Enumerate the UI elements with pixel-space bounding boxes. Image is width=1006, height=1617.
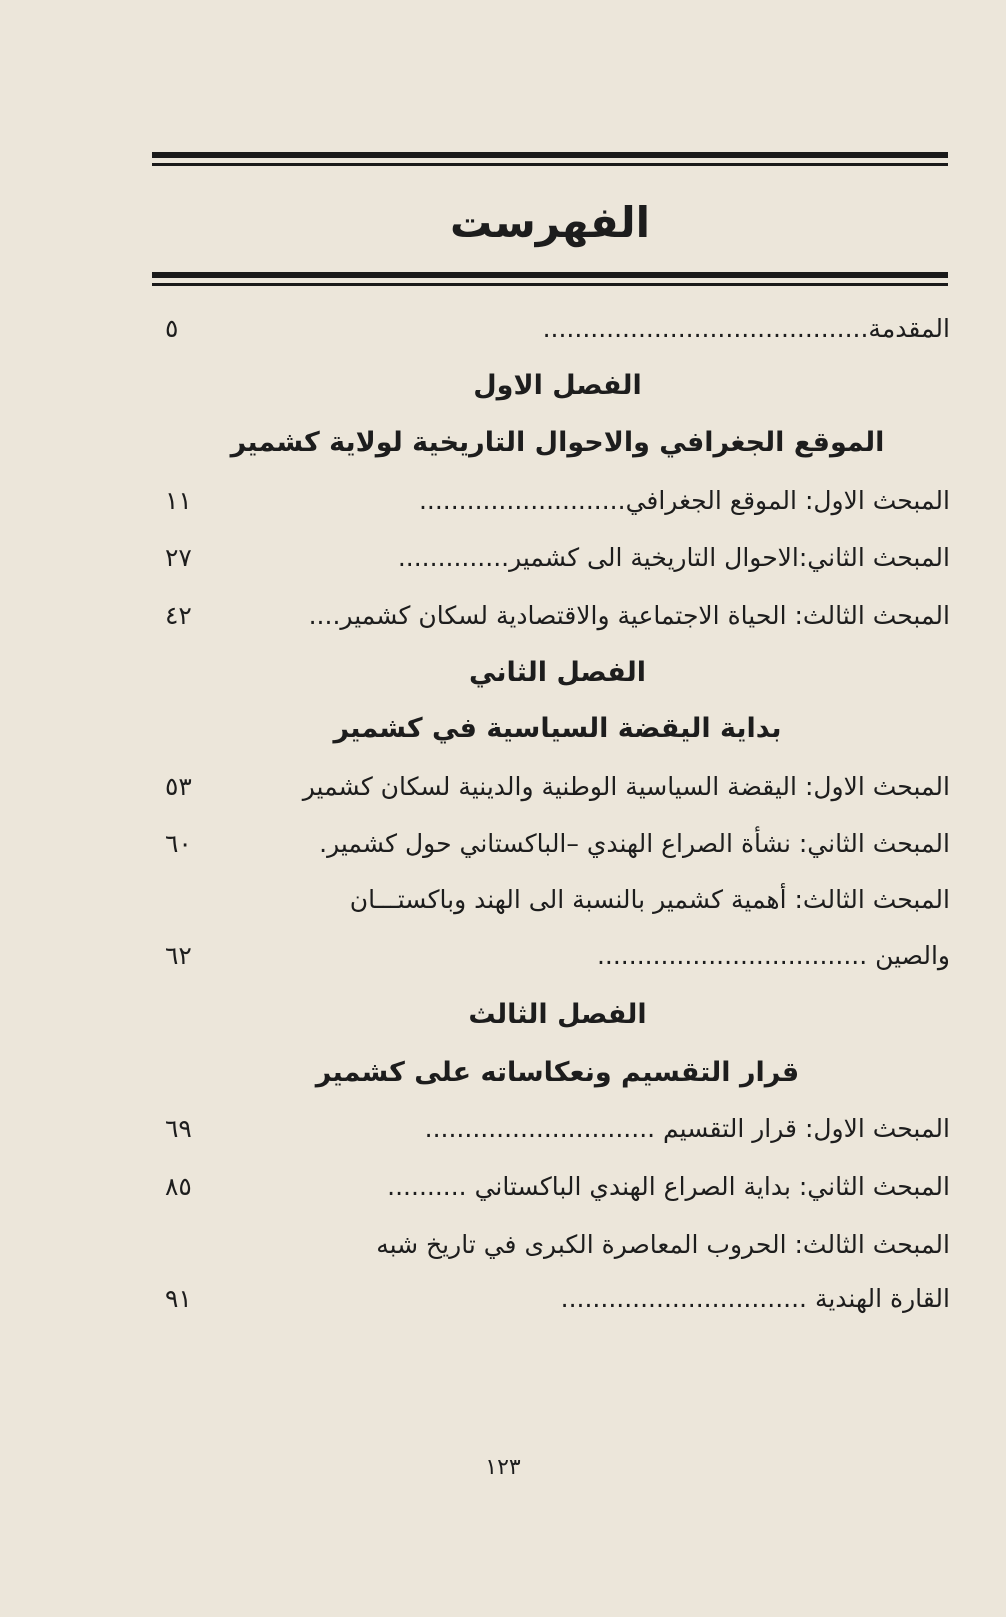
toc-page-number: ٩١ xyxy=(165,1284,192,1313)
toc-entry xyxy=(165,1270,950,1327)
toc-entry-text: المبحث الثالث: أهمية كشمير بالنسبة الى الهند وباكستـــان xyxy=(349,885,950,914)
page-number: ١٢٣ xyxy=(485,1455,521,1480)
toc-page-number: ٢٧ xyxy=(165,543,192,572)
chapter-heading xyxy=(165,700,950,757)
toc-entry xyxy=(165,1216,950,1273)
chapter-heading-text: الموقع الجغرافي والاحوال التاريخية لولاية كشمير xyxy=(230,427,885,458)
toc-page-number: ٤٢ xyxy=(165,601,192,630)
toc-entry xyxy=(165,871,950,928)
toc-entry-text: المبحث الثالث: الحياة الاجتماعية والاقتصادية لسكان كشمير.... xyxy=(308,601,950,630)
top-rule-thin xyxy=(152,163,948,166)
bottom-rule-thick xyxy=(152,272,948,278)
toc-page-number: ٥ xyxy=(165,314,179,343)
toc-entry xyxy=(165,472,950,529)
toc-entry-text: المبحث الاول: اليقضة السياسية الوطنية والدينية لسكان كشمير xyxy=(302,772,950,801)
toc-page-number: ١١ xyxy=(165,486,192,515)
chapter-heading-text: قرار التقسيم ونعكاساته على كشمير xyxy=(315,1057,800,1088)
toc-entry xyxy=(165,1158,950,1215)
toc-entry-text: المبحث الاول: قرار التقسيم ............................. xyxy=(424,1114,950,1143)
toc-entry-text: المبحث الثالث: الحروب المعاصرة الكبرى في تاريخ شبه xyxy=(376,1230,950,1259)
toc-entry-text: والصين .................................. xyxy=(596,941,950,970)
toc-entry-text: المبحث الثاني: بداية الصراع الهندي الباكستاني .......... xyxy=(387,1172,950,1201)
toc-page-number: ٦٢ xyxy=(165,941,192,970)
toc-entry-text: المبحث الثاني:الاحوال التاريخية الى كشمير.............. xyxy=(397,543,950,572)
toc-entry xyxy=(165,529,950,586)
toc-entry-text: المبحث الاول: الموقع الجغرافي.......................... xyxy=(418,486,950,515)
toc-page-number: ٦٠ xyxy=(165,829,192,858)
toc-entry xyxy=(165,587,950,644)
chapter-heading xyxy=(165,986,950,1043)
toc-entry xyxy=(165,927,950,984)
chapter-heading xyxy=(165,357,950,414)
bottom-rule-thin xyxy=(152,283,948,286)
chapter-heading-text: الفصل الاول xyxy=(473,370,642,401)
chapter-heading-text: الفصل الثالث xyxy=(468,999,647,1030)
chapter-heading xyxy=(165,1044,950,1101)
chapter-heading xyxy=(165,644,950,701)
top-rule-thick xyxy=(152,152,948,158)
toc-page-number: ٦٩ xyxy=(165,1114,192,1143)
toc-page-number: ٨٥ xyxy=(165,1172,192,1201)
chapter-heading-text: بداية اليقضة السياسية في كشمير xyxy=(333,713,782,744)
toc-entry xyxy=(165,815,950,872)
toc-entry-text: المقدمة......................................... xyxy=(542,314,950,343)
toc-entry xyxy=(165,1100,950,1157)
toc-entry-text: القارة الهندية ............................... xyxy=(560,1284,950,1313)
toc-entry xyxy=(165,758,950,815)
toc-entry-text: المبحث الثاني: نشأة الصراع الهندي –الباكستاني حول كشمير. xyxy=(319,829,950,858)
chapter-heading-text: الفصل الثاني xyxy=(469,657,646,688)
chapter-heading xyxy=(165,414,950,471)
toc-entry xyxy=(165,300,950,357)
toc-page-number: ٥٣ xyxy=(165,772,192,801)
page-title: الفهرست xyxy=(449,198,650,247)
